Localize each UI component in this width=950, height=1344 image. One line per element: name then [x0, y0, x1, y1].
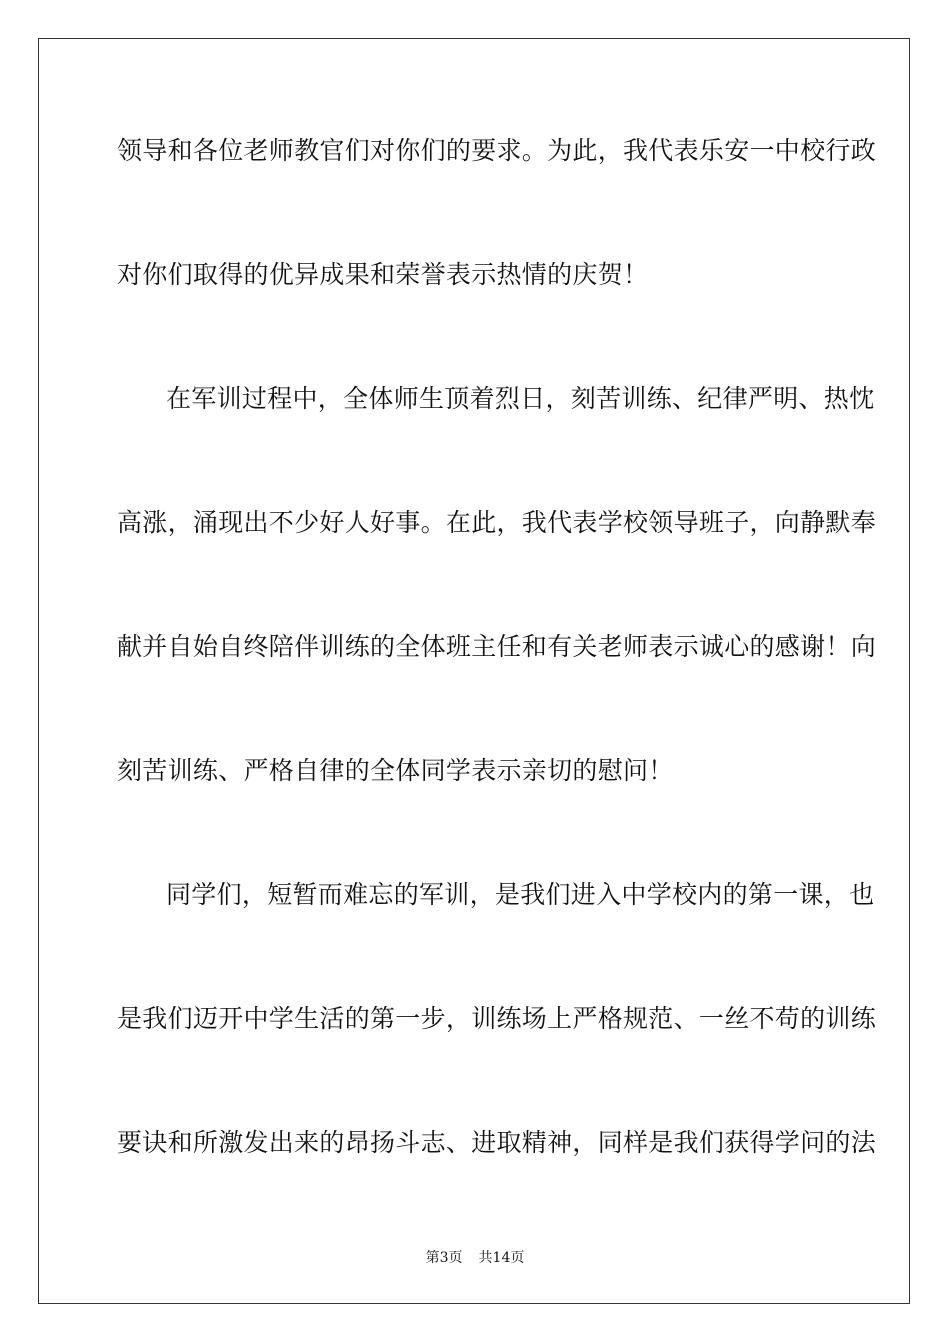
- paragraph-line-8: 是我们迈开中学生活的第一步，训练场上严格规范、一丝不苟的训练: [117, 1004, 877, 1033]
- paragraph-line-1: 领导和各位老师教官们对你们的要求。为此，我代表乐安一中校行政: [117, 136, 877, 165]
- page-total: 共14页: [478, 1250, 525, 1266]
- paragraph-line-5: 献并自始自终陪伴训练的全体班主任和有关老师表示诚心的感谢！向: [117, 632, 877, 661]
- paragraph-line-7: 同学们，短暂而难忘的军训，是我们进入中学校内的第一课，也: [166, 880, 875, 909]
- page-border: [38, 38, 910, 1304]
- paragraph-line-3: 在军训过程中，全体师生顶着烈日，刻苦训练、纪律严明、热忱: [166, 384, 875, 413]
- paragraph-line-4: 高涨，涌现出不少好人好事。在此，我代表学校领导班子，向静默奉: [117, 508, 877, 537]
- paragraph-line-9: 要诀和所激发出来的昂扬斗志、进取精神，同样是我们获得学问的法: [117, 1128, 877, 1157]
- paragraph-line-6: 刻苦训练、严格自律的全体同学表示亲切的慰问！: [117, 756, 674, 785]
- page-number: 第3页: [425, 1250, 463, 1266]
- paragraph-line-2: 对你们取得的优异成果和荣誉表示热情的庆贺！: [117, 260, 649, 289]
- page-footer: [0, 1250, 950, 1266]
